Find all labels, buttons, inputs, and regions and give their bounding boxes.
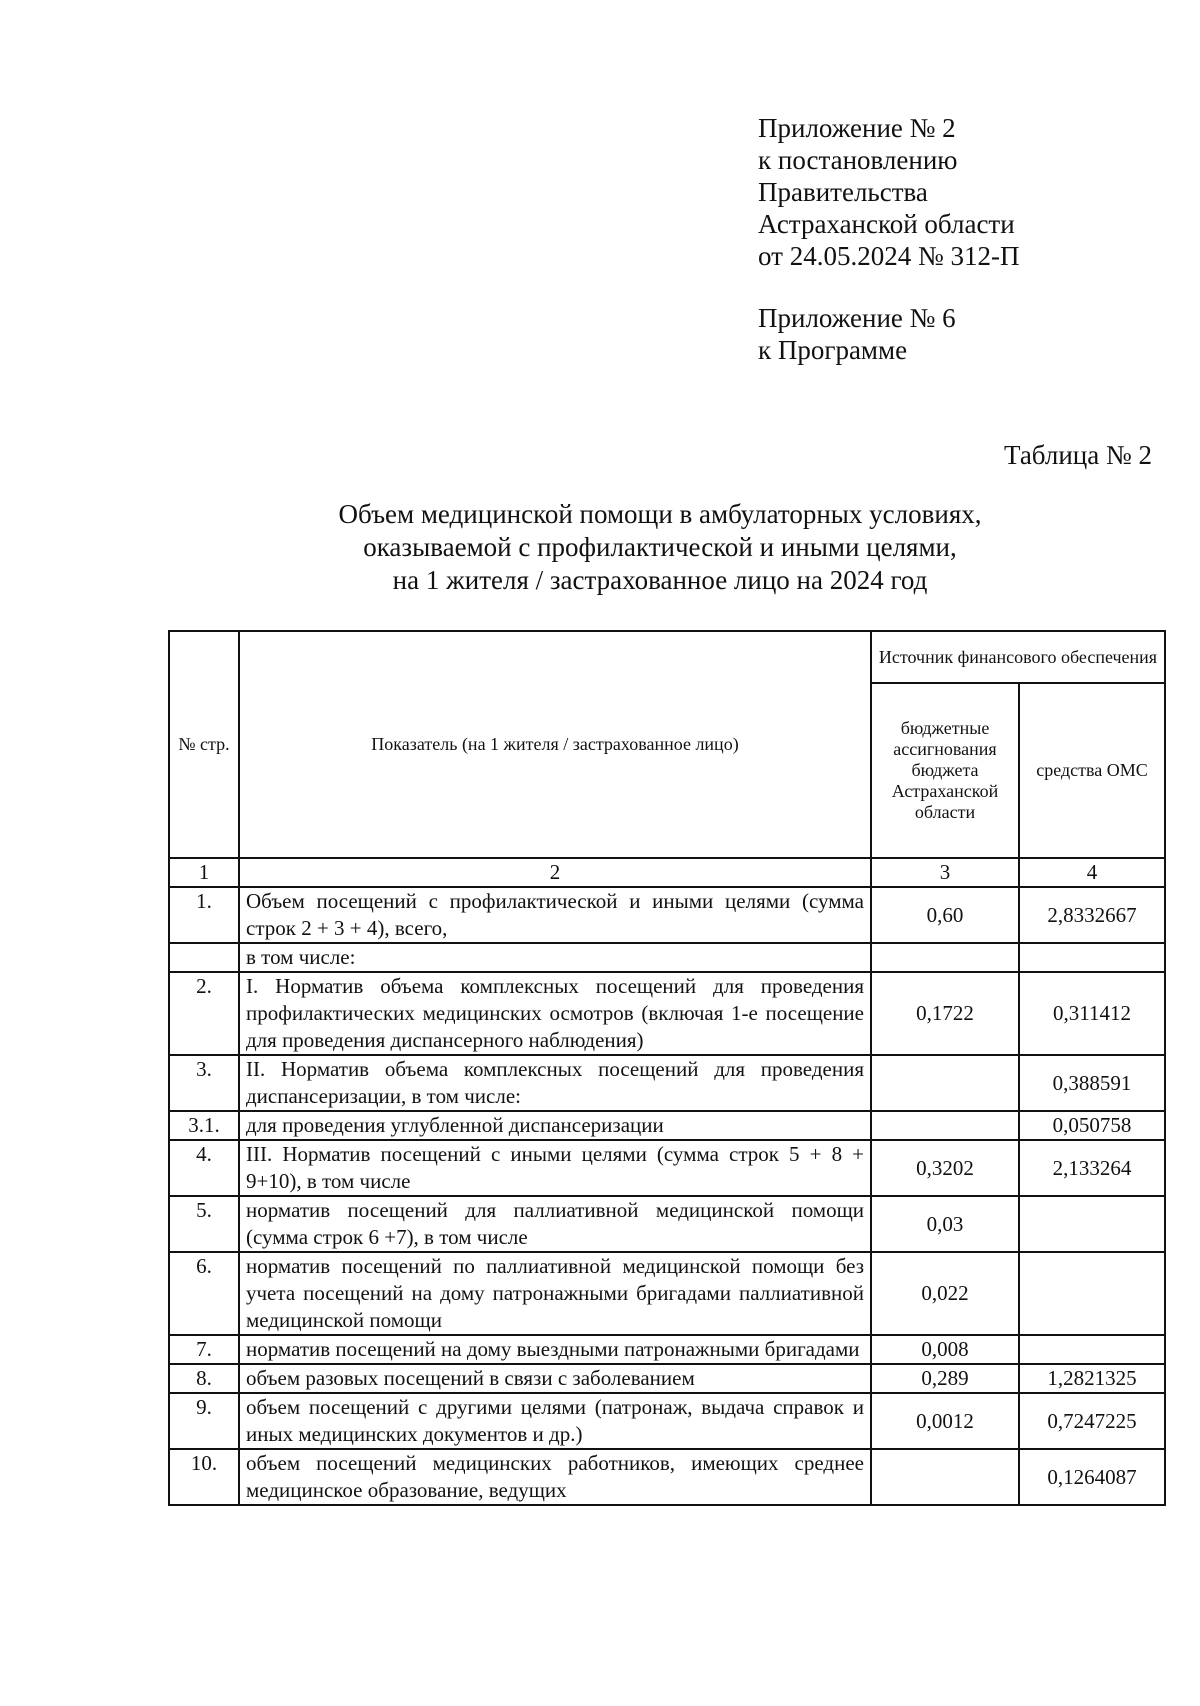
- table-row: [169, 1393, 1165, 1449]
- header-indicator: Показатель (на 1 жителя / застрахованное лицо): [239, 631, 871, 858]
- row-indicator: Объем посещений с профилактической и иными целями (сумма строк 2 + 3 + 4), всего,: [239, 887, 871, 943]
- row-budget: 0,03: [871, 1196, 1019, 1252]
- table-row: [169, 972, 1165, 1055]
- table-row: [169, 943, 1165, 972]
- row-number: 4.: [169, 1140, 239, 1196]
- row-number: 3.: [169, 1055, 239, 1111]
- row-budget: 0,60: [871, 887, 1019, 943]
- appendix-line: Астраханской области: [758, 209, 1015, 239]
- column-number: 4: [1019, 858, 1165, 887]
- row-number: 3.1.: [169, 1111, 239, 1140]
- table-row: [169, 887, 1165, 943]
- row-oms: 0,050758: [1019, 1111, 1165, 1140]
- row-indicator: объем посещений с другими целями (патронаж, выдача справок и иных медицинских документов и др.): [239, 1393, 871, 1449]
- row-budget: [871, 1055, 1019, 1111]
- row-oms: 0,7247225: [1019, 1393, 1165, 1449]
- row-indicator: I. Норматив объема комплексных посещений для проведения профилактических медицинских осмотров (включая 1-е посещение для проведения диспансерного наблюдения): [239, 972, 871, 1055]
- row-oms: [1019, 1196, 1165, 1252]
- appendix-reference: [758, 112, 1019, 366]
- table-row: [169, 1364, 1165, 1393]
- appendix-line: к постановлению: [758, 145, 958, 175]
- table-row: [169, 1196, 1165, 1252]
- row-oms: 0,388591: [1019, 1055, 1165, 1111]
- row-budget: 0,1722: [871, 972, 1019, 1055]
- appendix-line: к Программе: [758, 335, 908, 365]
- row-oms: [1019, 1252, 1165, 1335]
- table-row: [169, 1335, 1165, 1364]
- row-budget: 0,022: [871, 1252, 1019, 1335]
- column-number-row: [169, 858, 1165, 887]
- header-num: № стр.: [169, 631, 239, 858]
- row-indicator: норматив посещений по паллиативной медицинской помощи без учета посещений на дому патронажными бригадами паллиативной медицинской помощи: [239, 1252, 871, 1335]
- table-row: [169, 1449, 1165, 1505]
- appendix-2-block: [758, 112, 1019, 272]
- row-oms: 2,8332667: [1019, 887, 1165, 943]
- row-number: 6.: [169, 1252, 239, 1335]
- row-budget: 0,0012: [871, 1393, 1019, 1449]
- table-row: [169, 1252, 1165, 1335]
- header-source: Источник финансового обеспечения: [871, 631, 1165, 683]
- header-budget: бюджетные ассигнования бюджета Астраханской области: [871, 683, 1019, 858]
- row-indicator: для проведения углубленной диспансеризации: [239, 1111, 871, 1140]
- appendix-line: от 24.05.2024 № 312-П: [758, 241, 1020, 271]
- row-indicator: II. Норматив объема комплексных посещений для проведения диспансеризации, в том числе:: [239, 1055, 871, 1111]
- row-budget: [871, 1111, 1019, 1140]
- row-indicator: объем посещений медицинских работников, имеющих среднее медицинское образование, ведущих: [239, 1449, 871, 1505]
- row-oms: 0,1264087: [1019, 1449, 1165, 1505]
- column-number: 3: [871, 858, 1019, 887]
- row-indicator: норматив посещений на дому выездными патронажными бригадами: [239, 1335, 871, 1364]
- table-number: Таблица № 2: [1004, 440, 1152, 470]
- row-budget: [871, 943, 1019, 972]
- row-number: 8.: [169, 1364, 239, 1393]
- row-budget: 0,3202: [871, 1140, 1019, 1196]
- row-indicator: в том числе:: [239, 943, 871, 972]
- appendix-line: Правительства: [758, 177, 928, 207]
- row-oms: [1019, 943, 1165, 972]
- row-number: 5.: [169, 1196, 239, 1252]
- row-oms: 1,2821325: [1019, 1364, 1165, 1393]
- row-oms: 2,133264: [1019, 1140, 1165, 1196]
- row-number: [169, 943, 239, 972]
- row-number: 10.: [169, 1449, 239, 1505]
- row-indicator: норматив посещений для паллиативной медицинской помощи (сумма строк 6 +7), в том числе: [239, 1196, 871, 1252]
- table-row: [169, 1055, 1165, 1111]
- column-number: 1: [169, 858, 239, 887]
- row-number: 9.: [169, 1393, 239, 1449]
- column-number: 2: [239, 858, 871, 887]
- row-indicator: объем разовых посещений в связи с заболеванием: [239, 1364, 871, 1393]
- row-oms: 0,311412: [1019, 972, 1165, 1055]
- row-budget: 0,289: [871, 1364, 1019, 1393]
- appendix-line: Приложение № 6: [758, 303, 956, 333]
- row-number: 1.: [169, 887, 239, 943]
- appendix-line: Приложение № 2: [758, 113, 956, 143]
- table-row: [169, 1111, 1165, 1140]
- row-budget: 0,008: [871, 1335, 1019, 1364]
- row-oms: [1019, 1335, 1165, 1364]
- row-number: 7.: [169, 1335, 239, 1364]
- title-line: Объем медицинской помощи в амбулаторных условиях,: [338, 499, 982, 529]
- row-budget: [871, 1449, 1019, 1505]
- volume-table: [168, 630, 1166, 1506]
- appendix-6-block: [758, 302, 1019, 366]
- title-line: оказываемой с профилактической и иными целями,: [363, 532, 957, 562]
- row-indicator: III. Норматив посещений с иными целями (сумма строк 5 + 8 + 9+10), в том числе: [239, 1140, 871, 1196]
- table-row: [169, 1140, 1165, 1196]
- title-line: на 1 жителя / застрахованное лицо на 2024 год: [392, 565, 928, 595]
- row-number: 2.: [169, 972, 239, 1055]
- header-oms: средства ОМС: [1019, 683, 1165, 858]
- document-title: [160, 498, 1160, 597]
